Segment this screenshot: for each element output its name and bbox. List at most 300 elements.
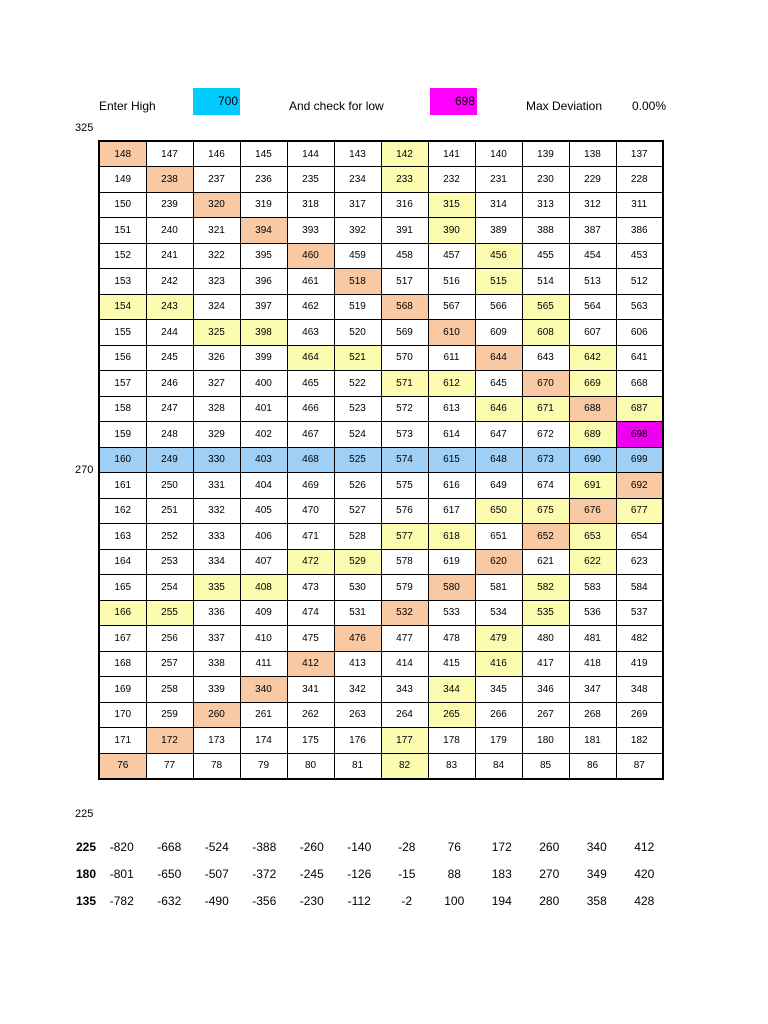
grid-cell[interactable]: 698 [616,422,663,448]
grid-cell[interactable]: 314 [475,192,522,218]
grid-cell[interactable]: 519 [334,294,381,320]
grid-cell[interactable]: 348 [616,677,663,703]
grid-cell[interactable]: 472 [287,549,334,575]
grid-cell[interactable]: 269 [616,702,663,728]
grid-cell[interactable]: 164 [99,549,146,575]
grid-cell[interactable]: 614 [428,422,475,448]
grid-cell[interactable]: 688 [569,396,616,422]
grid-cell[interactable]: 317 [334,192,381,218]
grid-cell[interactable]: 257 [146,651,193,677]
grid-cell[interactable]: 140 [475,141,522,167]
grid-cell[interactable]: 181 [569,728,616,754]
grid-cell[interactable]: 147 [146,141,193,167]
grid-cell[interactable]: 80 [287,753,334,779]
grid-cell[interactable]: 346 [522,677,569,703]
grid-cell[interactable]: 165 [99,575,146,601]
grid-cell[interactable]: 584 [616,575,663,601]
grid-cell[interactable]: 474 [287,600,334,626]
summary-cell[interactable]: 260 [539,839,560,854]
grid-cell[interactable]: 412 [287,651,334,677]
summary-cell[interactable]: -782 [109,893,134,908]
summary-cell[interactable]: 349 [586,866,607,881]
summary-cell[interactable]: -372 [252,866,277,881]
grid-cell[interactable]: 651 [475,524,522,550]
grid-cell[interactable]: 464 [287,345,334,371]
grid-cell[interactable]: 470 [287,498,334,524]
grid-cell[interactable]: 393 [287,218,334,244]
grid-cell[interactable]: 344 [428,677,475,703]
grid-cell[interactable]: 166 [99,600,146,626]
summary-cell[interactable]: 88 [447,866,461,881]
grid-cell[interactable]: 168 [99,651,146,677]
summary-cell[interactable]: -632 [157,893,182,908]
grid-cell[interactable]: 336 [193,600,240,626]
grid-cell[interactable]: 228 [616,167,663,193]
grid-cell[interactable]: 566 [475,294,522,320]
grid-cell[interactable]: 397 [240,294,287,320]
grid-cell[interactable]: 654 [616,524,663,550]
grid-cell[interactable]: 159 [99,422,146,448]
grid-cell[interactable]: 162 [99,498,146,524]
grid-cell[interactable]: 525 [334,447,381,473]
summary-cell[interactable]: -260 [299,839,324,854]
grid-cell[interactable]: 235 [287,167,334,193]
grid-cell[interactable]: 401 [240,396,287,422]
grid-cell[interactable]: 264 [381,702,428,728]
grid-cell[interactable]: 576 [381,498,428,524]
grid-cell[interactable]: 387 [569,218,616,244]
grid-cell[interactable]: 410 [240,626,287,652]
grid-cell[interactable]: 607 [569,320,616,346]
grid-cell[interactable]: 262 [287,702,334,728]
grid-cell[interactable]: 263 [334,702,381,728]
grid-cell[interactable]: 325 [193,320,240,346]
grid-cell[interactable]: 621 [522,549,569,575]
grid-cell[interactable]: 347 [569,677,616,703]
grid-cell[interactable]: 458 [381,243,428,269]
grid-cell[interactable]: 341 [287,677,334,703]
grid-cell[interactable]: 611 [428,345,475,371]
grid-cell[interactable]: 475 [287,626,334,652]
grid-cell[interactable]: 241 [146,243,193,269]
grid-cell[interactable]: 82 [381,753,428,779]
grid-cell[interactable]: 689 [569,422,616,448]
grid-cell[interactable]: 537 [616,600,663,626]
grid-cell[interactable]: 416 [475,651,522,677]
grid-cell[interactable]: 473 [287,575,334,601]
grid-cell[interactable]: 250 [146,473,193,499]
grid-cell[interactable]: 692 [616,473,663,499]
grid-cell[interactable]: 476 [334,626,381,652]
grid-cell[interactable]: 570 [381,345,428,371]
grid-cell[interactable]: 171 [99,728,146,754]
grid-cell[interactable]: 524 [334,422,381,448]
grid-cell[interactable]: 617 [428,498,475,524]
grid-cell[interactable]: 670 [522,371,569,397]
grid-cell[interactable]: 577 [381,524,428,550]
grid-cell[interactable]: 671 [522,396,569,422]
grid-cell[interactable]: 244 [146,320,193,346]
grid-cell[interactable]: 471 [287,524,334,550]
grid-cell[interactable]: 653 [569,524,616,550]
grid-cell[interactable]: 457 [428,243,475,269]
grid-cell[interactable]: 253 [146,549,193,575]
grid-cell[interactable]: 163 [99,524,146,550]
grid-cell[interactable]: 478 [428,626,475,652]
grid-cell[interactable]: 229 [569,167,616,193]
grid-cell[interactable]: 145 [240,141,287,167]
grid-cell[interactable]: 324 [193,294,240,320]
grid-cell[interactable]: 391 [381,218,428,244]
grid-cell[interactable]: 526 [334,473,381,499]
grid-cell[interactable]: 230 [522,167,569,193]
grid-cell[interactable]: 612 [428,371,475,397]
grid-cell[interactable]: 521 [334,345,381,371]
grid-cell[interactable]: 153 [99,269,146,295]
high-value-input[interactable]: 700 [193,88,240,115]
grid-cell[interactable]: 408 [240,575,287,601]
summary-cell[interactable]: 172 [491,839,512,854]
grid-cell[interactable]: 251 [146,498,193,524]
grid-cell[interactable]: 326 [193,345,240,371]
grid-cell[interactable]: 674 [522,473,569,499]
grid-cell[interactable]: 675 [522,498,569,524]
summary-cell[interactable]: 194 [491,893,512,908]
grid-cell[interactable]: 532 [381,600,428,626]
grid-cell[interactable]: 342 [334,677,381,703]
grid-cell[interactable]: 644 [475,345,522,371]
grid-cell[interactable]: 580 [428,575,475,601]
grid-cell[interactable]: 154 [99,294,146,320]
grid-cell[interactable]: 522 [334,371,381,397]
grid-cell[interactable]: 467 [287,422,334,448]
grid-cell[interactable]: 572 [381,396,428,422]
grid-cell[interactable]: 180 [522,728,569,754]
grid-cell[interactable]: 327 [193,371,240,397]
grid-cell[interactable]: 178 [428,728,475,754]
grid-cell[interactable]: 523 [334,396,381,422]
grid-cell[interactable]: 481 [569,626,616,652]
grid-cell[interactable]: 234 [334,167,381,193]
grid-cell[interactable]: 582 [522,575,569,601]
grid-cell[interactable]: 691 [569,473,616,499]
grid-cell[interactable]: 259 [146,702,193,728]
grid-cell[interactable]: 455 [522,243,569,269]
grid-cell[interactable]: 641 [616,345,663,371]
grid-cell[interactable]: 536 [569,600,616,626]
grid-cell[interactable]: 179 [475,728,522,754]
grid-cell[interactable]: 513 [569,269,616,295]
grid-cell[interactable]: 335 [193,575,240,601]
grid-cell[interactable]: 613 [428,396,475,422]
summary-cell[interactable]: -507 [204,866,229,881]
grid-cell[interactable]: 578 [381,549,428,575]
grid-cell[interactable]: 409 [240,600,287,626]
grid-cell[interactable]: 527 [334,498,381,524]
grid-cell[interactable]: 252 [146,524,193,550]
grid-cell[interactable]: 677 [616,498,663,524]
grid-cell[interactable]: 567 [428,294,475,320]
grid-cell[interactable]: 690 [569,447,616,473]
summary-cell[interactable]: 428 [634,893,655,908]
grid-cell[interactable]: 563 [616,294,663,320]
grid-cell[interactable]: 575 [381,473,428,499]
grid-cell[interactable]: 479 [475,626,522,652]
grid-cell[interactable]: 267 [522,702,569,728]
grid-cell[interactable]: 568 [381,294,428,320]
grid-cell[interactable]: 623 [616,549,663,575]
grid-cell[interactable]: 247 [146,396,193,422]
grid-cell[interactable]: 650 [475,498,522,524]
grid-cell[interactable]: 533 [428,600,475,626]
grid-cell[interactable]: 404 [240,473,287,499]
grid-cell[interactable]: 175 [287,728,334,754]
grid-cell[interactable]: 405 [240,498,287,524]
grid-cell[interactable]: 672 [522,422,569,448]
summary-cell[interactable]: 100 [444,893,465,908]
summary-cell[interactable]: -820 [109,839,134,854]
summary-cell[interactable]: 340 [586,839,607,854]
grid-cell[interactable]: 155 [99,320,146,346]
grid-cell[interactable]: 648 [475,447,522,473]
summary-cell[interactable]: -524 [204,839,229,854]
grid-cell[interactable]: 456 [475,243,522,269]
summary-cell[interactable]: -126 [347,866,372,881]
grid-cell[interactable]: 579 [381,575,428,601]
grid-cell[interactable]: 137 [616,141,663,167]
grid-cell[interactable]: 463 [287,320,334,346]
grid-cell[interactable]: 676 [569,498,616,524]
grid-cell[interactable]: 79 [240,753,287,779]
grid-cell[interactable]: 564 [569,294,616,320]
grid-cell[interactable]: 143 [334,141,381,167]
summary-cell[interactable]: -28 [398,839,416,854]
grid-cell[interactable]: 480 [522,626,569,652]
grid-cell[interactable]: 571 [381,371,428,397]
grid-cell[interactable]: 535 [522,600,569,626]
grid-cell[interactable]: 477 [381,626,428,652]
grid-cell[interactable]: 620 [475,549,522,575]
grid-cell[interactable]: 461 [287,269,334,295]
grid-cell[interactable]: 261 [240,702,287,728]
grid-cell[interactable]: 388 [522,218,569,244]
summary-cell[interactable]: -490 [204,893,229,908]
grid-cell[interactable]: 337 [193,626,240,652]
grid-cell[interactable]: 319 [240,192,287,218]
grid-cell[interactable]: 151 [99,218,146,244]
grid-cell[interactable]: 232 [428,167,475,193]
grid-cell[interactable]: 413 [334,651,381,677]
summary-cell[interactable]: 280 [539,893,560,908]
grid-cell[interactable]: 334 [193,549,240,575]
summary-cell[interactable]: 412 [634,839,655,854]
grid-cell[interactable]: 454 [569,243,616,269]
grid-cell[interactable]: 236 [240,167,287,193]
grid-cell[interactable]: 574 [381,447,428,473]
grid-cell[interactable]: 531 [334,600,381,626]
grid-cell[interactable]: 414 [381,651,428,677]
grid-cell[interactable]: 142 [381,141,428,167]
grid-cell[interactable]: 395 [240,243,287,269]
summary-cell[interactable]: 76 [447,839,461,854]
grid-cell[interactable]: 329 [193,422,240,448]
grid-cell[interactable]: 256 [146,626,193,652]
grid-cell[interactable]: 453 [616,243,663,269]
grid-cell[interactable]: 238 [146,167,193,193]
grid-cell[interactable]: 85 [522,753,569,779]
grid-cell[interactable]: 687 [616,396,663,422]
grid-cell[interactable]: 466 [287,396,334,422]
grid-cell[interactable]: 619 [428,549,475,575]
summary-cell[interactable]: -245 [299,866,324,881]
summary-cell[interactable]: 183 [491,866,512,881]
grid-cell[interactable]: 338 [193,651,240,677]
grid-cell[interactable]: 152 [99,243,146,269]
grid-cell[interactable]: 174 [240,728,287,754]
grid-cell[interactable]: 402 [240,422,287,448]
grid-cell[interactable]: 245 [146,345,193,371]
grid-cell[interactable]: 87 [616,753,663,779]
summary-cell[interactable]: -650 [157,866,182,881]
grid-cell[interactable]: 170 [99,702,146,728]
grid-cell[interactable]: 169 [99,677,146,703]
grid-cell[interactable]: 81 [334,753,381,779]
grid-cell[interactable]: 417 [522,651,569,677]
grid-cell[interactable]: 322 [193,243,240,269]
grid-cell[interactable]: 141 [428,141,475,167]
grid-cell[interactable]: 160 [99,447,146,473]
grid-cell[interactable]: 415 [428,651,475,677]
grid-cell[interactable]: 328 [193,396,240,422]
grid-cell[interactable]: 167 [99,626,146,652]
grid-cell[interactable]: 643 [522,345,569,371]
grid-cell[interactable]: 534 [475,600,522,626]
grid-cell[interactable]: 403 [240,447,287,473]
grid-cell[interactable]: 460 [287,243,334,269]
grid-cell[interactable]: 419 [616,651,663,677]
grid-cell[interactable]: 177 [381,728,428,754]
grid-cell[interactable]: 239 [146,192,193,218]
grid-cell[interactable]: 255 [146,600,193,626]
grid-cell[interactable]: 520 [334,320,381,346]
grid-cell[interactable]: 316 [381,192,428,218]
grid-cell[interactable]: 573 [381,422,428,448]
grid-cell[interactable]: 390 [428,218,475,244]
grid-cell[interactable]: 157 [99,371,146,397]
grid-cell[interactable]: 647 [475,422,522,448]
grid-cell[interactable]: 398 [240,320,287,346]
grid-cell[interactable]: 161 [99,473,146,499]
grid-cell[interactable]: 233 [381,167,428,193]
grid-cell[interactable]: 78 [193,753,240,779]
summary-cell[interactable]: -801 [109,866,134,881]
grid-cell[interactable]: 516 [428,269,475,295]
grid-cell[interactable]: 144 [287,141,334,167]
summary-cell[interactable]: -388 [252,839,277,854]
grid-cell[interactable]: 242 [146,269,193,295]
grid-cell[interactable]: 418 [569,651,616,677]
grid-cell[interactable]: 469 [287,473,334,499]
grid-cell[interactable]: 176 [334,728,381,754]
grid-cell[interactable]: 406 [240,524,287,550]
grid-cell[interactable]: 517 [381,269,428,295]
summary-cell[interactable]: 358 [586,893,607,908]
grid-cell[interactable]: 565 [522,294,569,320]
grid-cell[interactable]: 139 [522,141,569,167]
grid-cell[interactable]: 320 [193,192,240,218]
grid-cell[interactable]: 392 [334,218,381,244]
grid-cell[interactable]: 512 [616,269,663,295]
low-value-cell[interactable]: 698 [430,88,477,115]
grid-cell[interactable]: 514 [522,269,569,295]
grid-cell[interactable]: 173 [193,728,240,754]
grid-cell[interactable]: 345 [475,677,522,703]
grid-cell[interactable]: 156 [99,345,146,371]
grid-cell[interactable]: 652 [522,524,569,550]
grid-cell[interactable]: 465 [287,371,334,397]
grid-cell[interactable]: 468 [287,447,334,473]
grid-cell[interactable]: 321 [193,218,240,244]
grid-cell[interactable]: 243 [146,294,193,320]
grid-cell[interactable]: 394 [240,218,287,244]
grid-cell[interactable]: 138 [569,141,616,167]
summary-cell[interactable]: -140 [347,839,372,854]
grid-cell[interactable]: 608 [522,320,569,346]
grid-cell[interactable]: 400 [240,371,287,397]
grid-cell[interactable]: 618 [428,524,475,550]
grid-cell[interactable]: 266 [475,702,522,728]
grid-cell[interactable]: 260 [193,702,240,728]
grid-cell[interactable]: 182 [616,728,663,754]
grid-cell[interactable]: 609 [475,320,522,346]
grid-cell[interactable]: 313 [522,192,569,218]
grid-cell[interactable]: 530 [334,575,381,601]
grid-cell[interactable]: 77 [146,753,193,779]
grid-cell[interactable]: 616 [428,473,475,499]
grid-cell[interactable]: 340 [240,677,287,703]
grid-cell[interactable]: 343 [381,677,428,703]
grid-cell[interactable]: 148 [99,141,146,167]
grid-cell[interactable]: 569 [381,320,428,346]
grid-cell[interactable]: 396 [240,269,287,295]
grid-cell[interactable]: 528 [334,524,381,550]
grid-cell[interactable]: 318 [287,192,334,218]
grid-cell[interactable]: 146 [193,141,240,167]
grid-cell[interactable]: 249 [146,447,193,473]
grid-cell[interactable]: 237 [193,167,240,193]
summary-cell[interactable]: -2 [401,893,413,908]
grid-cell[interactable]: 615 [428,447,475,473]
grid-cell[interactable]: 86 [569,753,616,779]
summary-cell[interactable]: -668 [157,839,182,854]
grid-cell[interactable]: 622 [569,549,616,575]
grid-cell[interactable]: 172 [146,728,193,754]
grid-cell[interactable]: 84 [475,753,522,779]
grid-cell[interactable]: 518 [334,269,381,295]
grid-cell[interactable]: 158 [99,396,146,422]
grid-cell[interactable]: 149 [99,167,146,193]
grid-cell[interactable]: 268 [569,702,616,728]
grid-cell[interactable]: 330 [193,447,240,473]
summary-cell[interactable]: -356 [252,893,277,908]
grid-cell[interactable]: 482 [616,626,663,652]
grid-cell[interactable]: 459 [334,243,381,269]
grid-cell[interactable]: 150 [99,192,146,218]
grid-cell[interactable]: 581 [475,575,522,601]
grid-cell[interactable]: 515 [475,269,522,295]
grid-cell[interactable]: 529 [334,549,381,575]
summary-cell[interactable]: -15 [398,866,416,881]
